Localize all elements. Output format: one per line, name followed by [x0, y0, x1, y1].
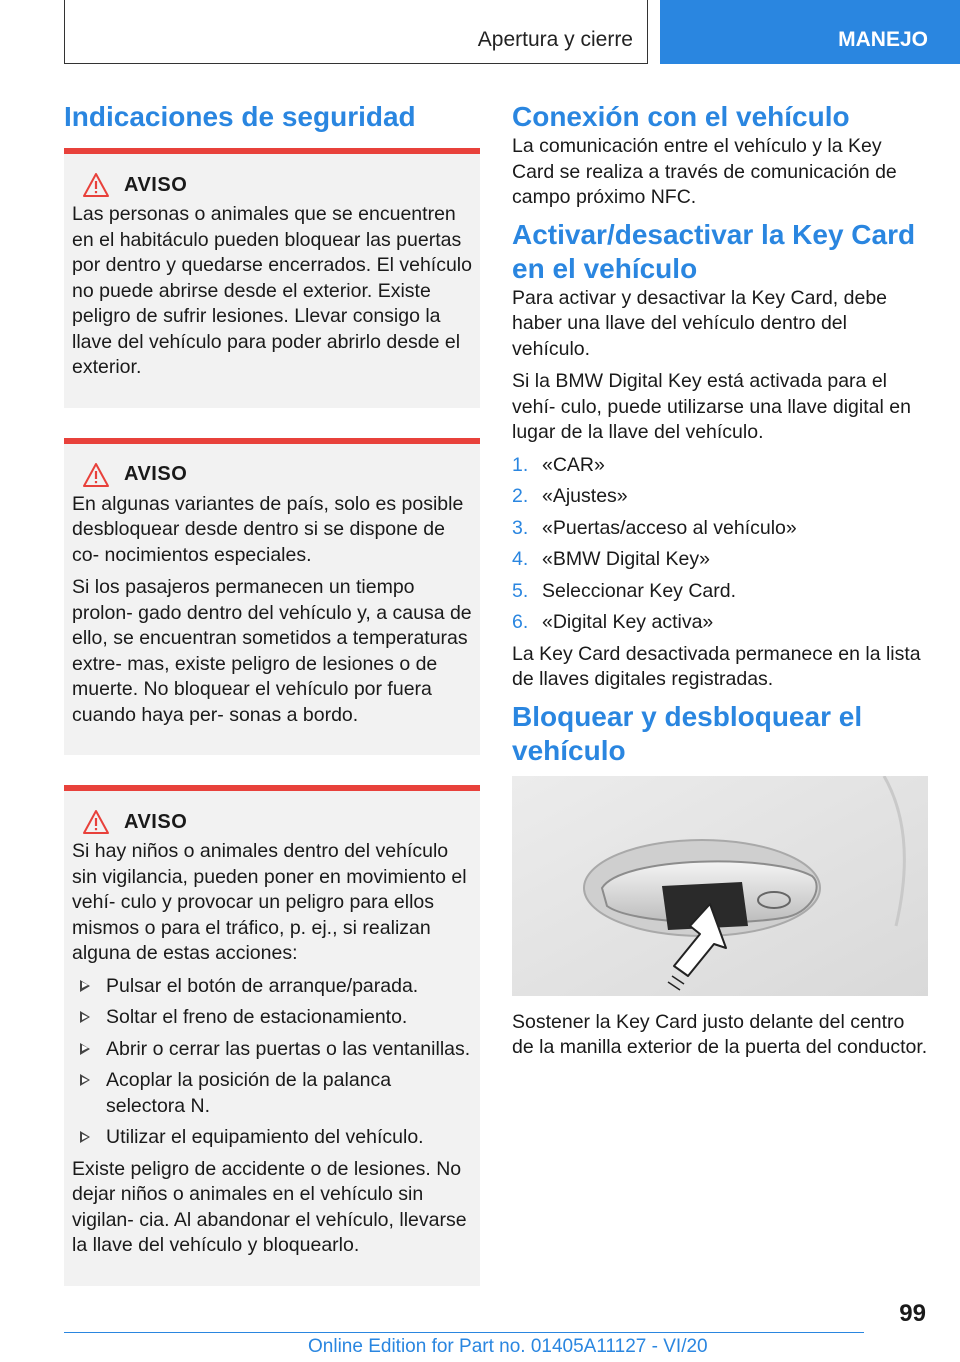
step-text: «BMW Digital Key» [542, 548, 710, 570]
header-chapter-tab[interactable]: MANEJO [660, 0, 960, 64]
lock-caption: Sostener la Key Card justo delante del centro de la manilla exterior de la puerta del conductor. [512, 1010, 928, 1058]
footer-rule [64, 1332, 864, 1333]
warning-text: En algunas variantes de país, solo es posible desbloquear desde dentro si se dispone de co- nocimientos especiales. [72, 492, 464, 566]
lock-unlock-heading: Bloquear y desbloquear el vehículo [512, 700, 863, 766]
step-number: 2. [512, 485, 529, 507]
warning-box-2 [64, 438, 480, 756]
step-text: Seleccionar Key Card. [542, 579, 737, 602]
warning-triangle-icon [82, 172, 110, 198]
activate-text-2: Si la BMW Digital Key está activada para el vehí- culo, puede utilizarse una llave digital en lugar de la llave del vehículo. [512, 370, 911, 443]
step-number: 4. [512, 548, 529, 570]
warning-box-3 [64, 785, 480, 1286]
warning-header [82, 462, 472, 488]
step-item [512, 610, 928, 636]
step-number: 1. [512, 453, 529, 476]
safety-heading: Indicaciones de seguridad [64, 101, 416, 132]
warning-triangle-icon [82, 809, 110, 835]
warning-title: AVISO [124, 173, 188, 196]
list-item [72, 1037, 472, 1063]
step-text: «Puertas/acceso al vehículo» [542, 516, 797, 539]
warning-box-1 [64, 148, 480, 408]
activate-keycard-heading: Activar/desactivar la Key Card en el vehículo [512, 218, 916, 284]
list-item-text: Soltar el freno de estacionamiento. [106, 1006, 408, 1028]
step-item [512, 547, 928, 573]
warning-header [82, 172, 472, 198]
activate-text-1: Para activar y desactivar la Key Card, debe haber una llave del vehículo dentro del vehículo. [512, 286, 888, 360]
list-item-text: Pulsar el botón de arranque/parada. [106, 974, 419, 997]
step-number: 6. [512, 611, 529, 633]
list-item-text: Acoplar la posición de la palanca selectora N. [106, 1069, 392, 1117]
warning-outro: Existe peligro de accidente o de lesiones. No dejar niños o animales en el vehículo sin vigilan- cia. Al abandonar el vehículo, llevarse la llave del vehículo y bloquearlo. [72, 1157, 467, 1256]
warning-text: Si los pasajeros permanecen un tiempo prolon- gado dentro del vehículo y, a causa de ello, se encuentran sometidos a temperaturas extre- mas, existe peligro de lesiones o de muerte. No bloquear el vehículo por fuera cuando haya per- sonas a bordo. [72, 576, 472, 726]
triangle-bullet-icon [80, 1043, 90, 1055]
left-column [64, 100, 480, 1316]
page-number: 99 [899, 1300, 926, 1327]
keycard-list-note: La Key Card desactivada permanece en la lista de llaves digitales registradas. [512, 642, 921, 690]
step-item [512, 453, 928, 479]
step-item [512, 516, 928, 542]
footer-edition: Online Edition for Part no. 01405A11127 - VI/20 [308, 1336, 708, 1357]
header-section-title: Apertura y cierre [477, 28, 633, 51]
warning-header [82, 809, 472, 835]
step-item [512, 484, 928, 510]
step-item [512, 579, 928, 605]
warning-intro: Si hay niños o animales dentro del vehículo sin vigilancia, pueden poner en movimiento el vehí- culo y provocar un peligro para ellos mismos o para el tráfico, p. ej., si realizan alguna de estas acciones: [72, 840, 467, 964]
action-list [72, 974, 472, 1151]
list-item [72, 1068, 472, 1119]
list-item [72, 974, 472, 1000]
door-handle-illustration [512, 776, 928, 996]
triangle-bullet-icon [80, 1131, 90, 1143]
step-text: «Digital Key activa» [542, 611, 714, 633]
step-number: 5. [512, 579, 529, 602]
steps-list [512, 453, 928, 636]
warning-title: AVISO [124, 463, 188, 485]
connection-heading: Conexión con el vehículo [512, 101, 850, 132]
right-column [512, 100, 928, 1068]
step-text: «CAR» [542, 453, 605, 476]
connection-text: La comunicación entre el vehículo y la Key Card se realiza a través de comunicación de campo próximo NFC. [512, 135, 897, 208]
triangle-bullet-icon [80, 1074, 90, 1086]
warning-triangle-icon [82, 462, 110, 488]
list-item-text: Abrir o cerrar las puertas o las ventanillas. [106, 1037, 471, 1060]
warning-text: Las personas o animales que se encuentren en el habitáculo pueden bloquear las puertas por dentro y quedarse encerrados. El vehículo no puede abrirse desde el exterior. Existe peligro de sufrir lesiones. Llevar consigo la llave del vehículo para poder abrirlo desde el exterior. [72, 203, 472, 378]
list-item [72, 1125, 472, 1151]
step-number: 3. [512, 516, 529, 539]
triangle-bullet-icon [80, 980, 90, 992]
header-frame [64, 0, 648, 64]
warning-title: AVISO [124, 810, 188, 833]
triangle-bullet-icon [80, 1011, 90, 1023]
list-item [72, 1005, 472, 1031]
list-item-text: Utilizar el equipamiento del vehículo. [106, 1126, 424, 1148]
step-text: «Ajustes» [542, 485, 628, 507]
